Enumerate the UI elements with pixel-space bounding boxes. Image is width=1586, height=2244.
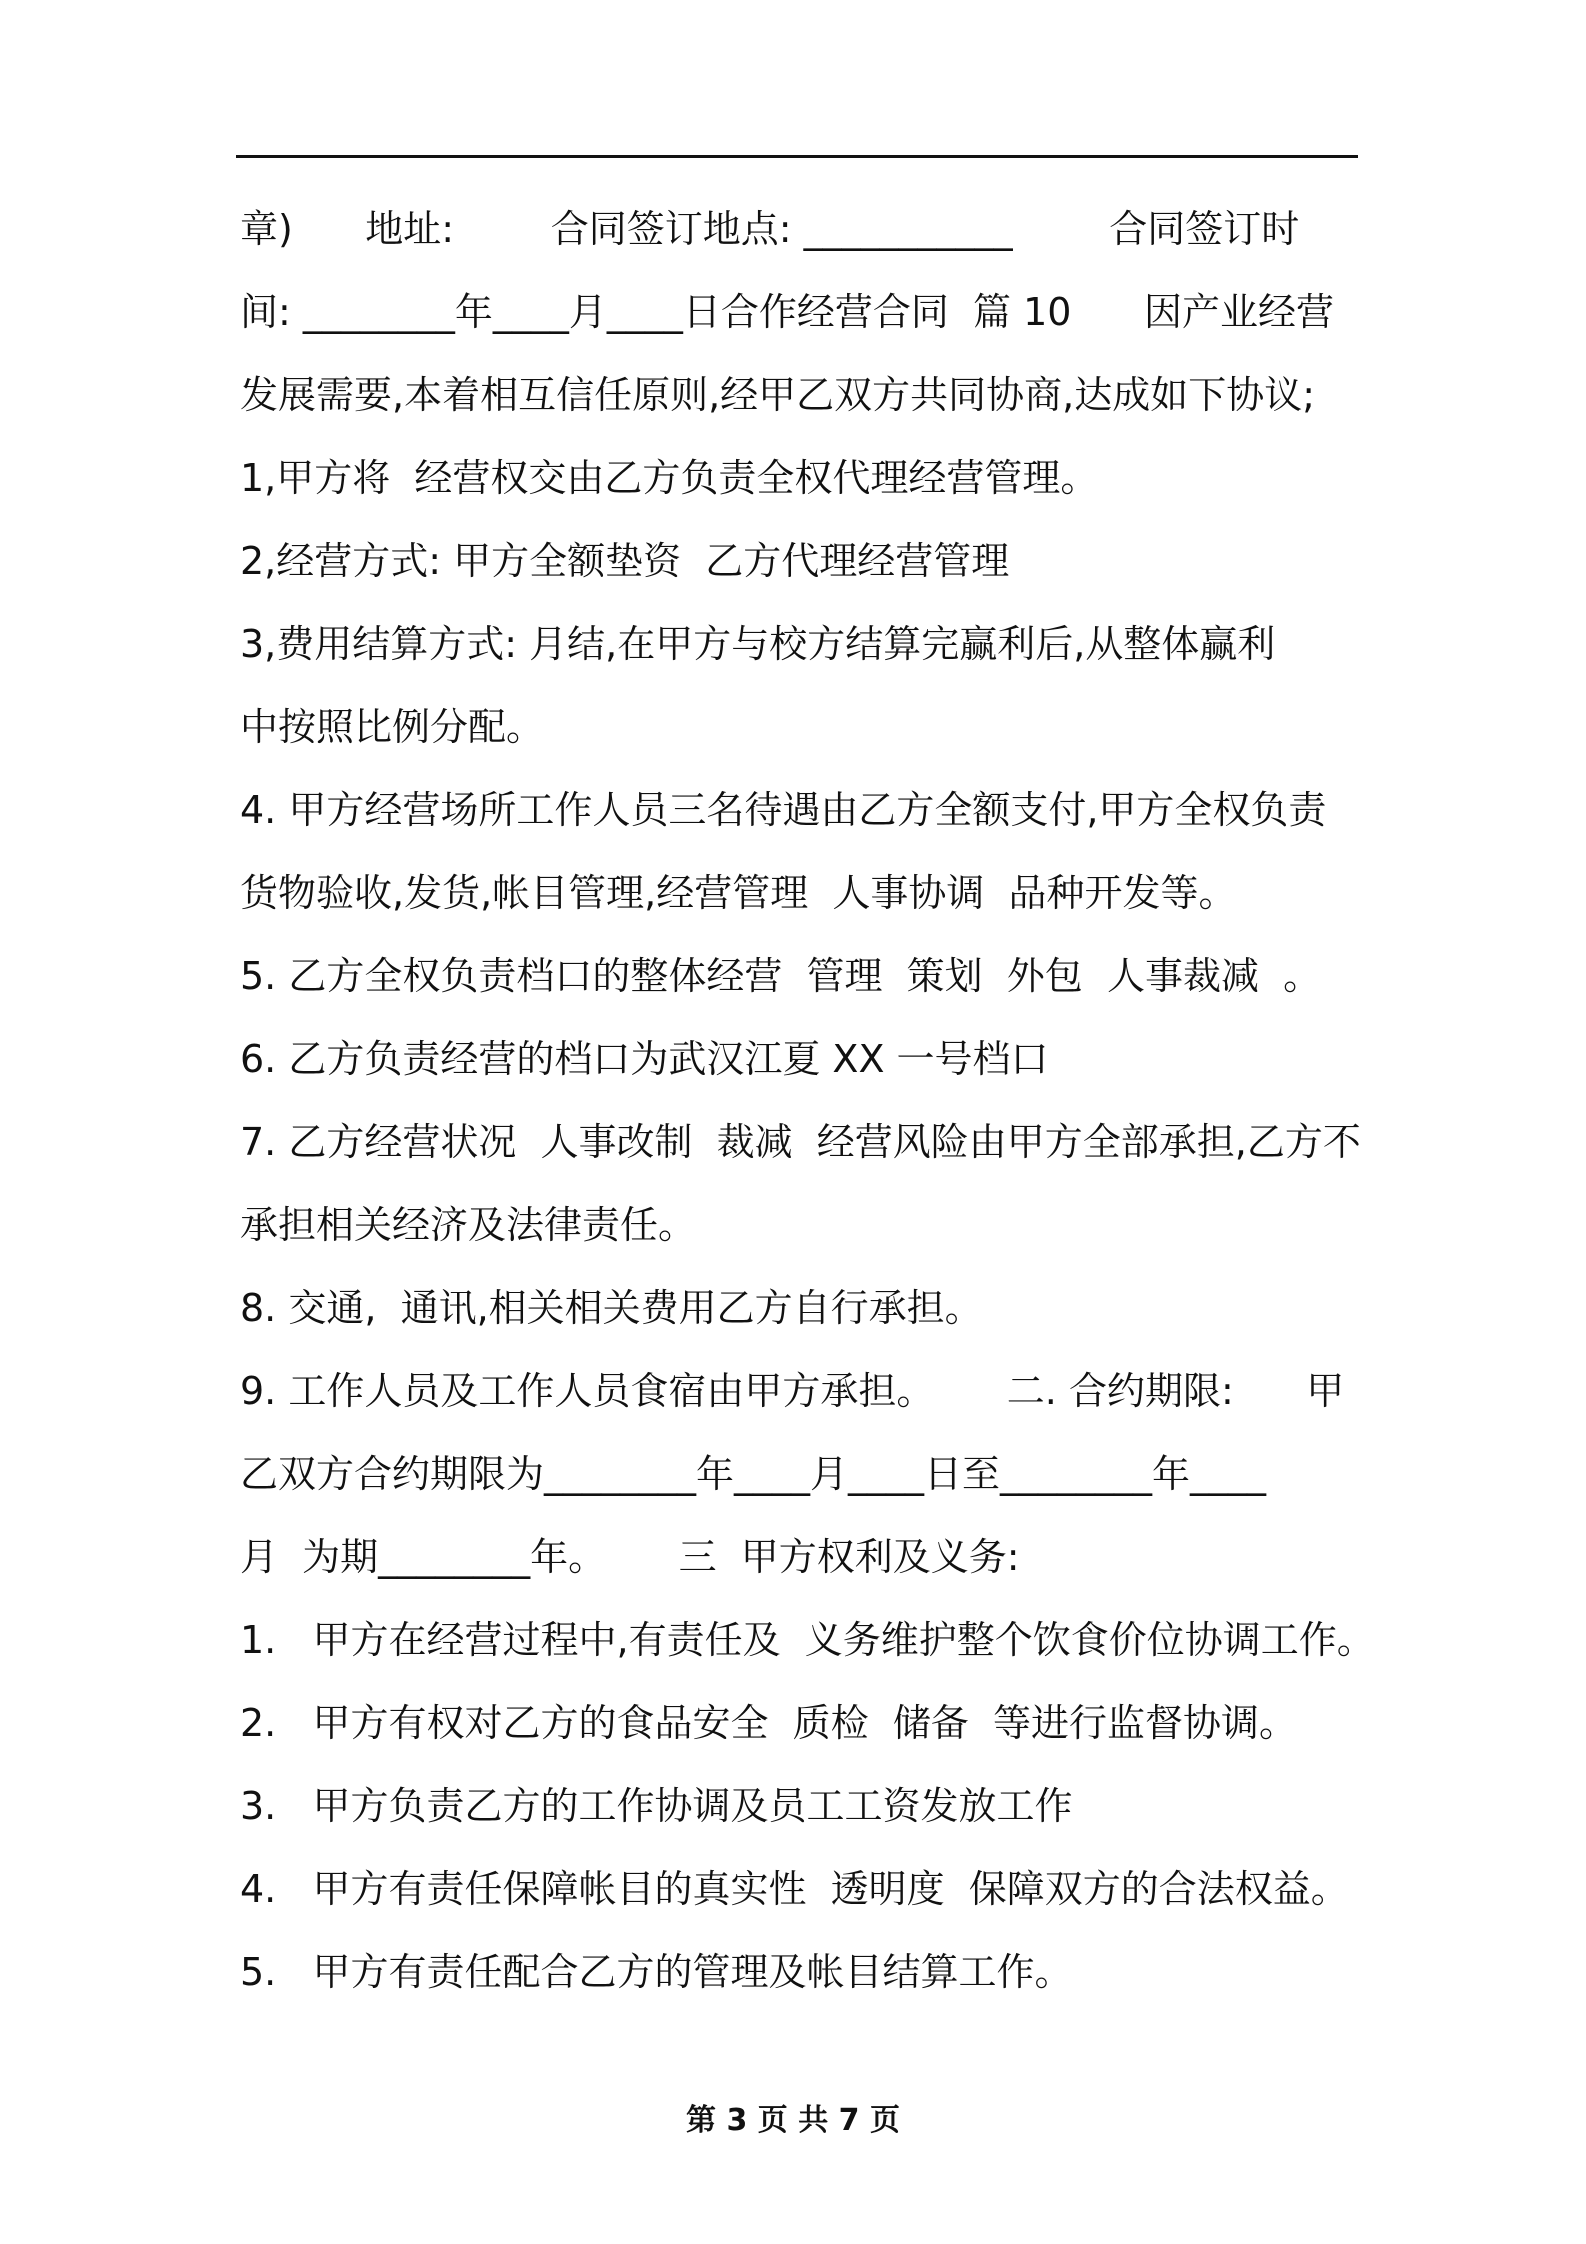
text-line-15: 9. 工作人员及工作人员食宿由甲方承担。 二. 合约期限: 甲 bbox=[240, 1369, 1345, 1413]
text-line-3: 发展需要,本着相互信任原则,经甲乙双方共同协商,达成如下协议; bbox=[240, 373, 1316, 417]
text-line-7: 中按照比例分配。 bbox=[240, 705, 545, 749]
text-line-13: 承担相关经济及法律责任。 bbox=[240, 1203, 697, 1247]
text-line-12: 7. 乙方经营状况 人事改制 裁减 经营风险由甲方全部承担,乙方不 bbox=[240, 1120, 1361, 1164]
text-line-14: 8. 交通, 通讯,相关相关费用乙方自行承担。 bbox=[240, 1286, 983, 1330]
text-line-18: 1. 甲方在经营过程中,有责任及 义务维护整个饮食价位协调工作。 bbox=[240, 1618, 1375, 1662]
text-line-5: 2,经营方式: 甲方全额垫资 乙方代理经营管理 bbox=[240, 539, 1010, 583]
text-line-22: 5. 甲方有责任配合乙方的管理及帐目结算工作。 bbox=[240, 1950, 1073, 1994]
page-number-footer: 第 3 页 共 7 页 bbox=[686, 2103, 900, 2138]
text-line-11: 6. 乙方负责经营的档口为武汉江夏 XX 一号档口 bbox=[240, 1037, 1049, 1081]
text-line-16: 乙双方合约期限为________年____月____日至________年____ bbox=[240, 1452, 1267, 1496]
text-line-6: 3,费用结算方式: 月结,在甲方与校方结算完赢利后,从整体赢利 bbox=[240, 622, 1276, 666]
text-line-8: 4. 甲方经营场所工作人员三名待遇由乙方全额支付,甲方全权负责 bbox=[240, 788, 1327, 832]
header-rule bbox=[236, 155, 1358, 158]
text-line-1: 章) 地址: 合同签订地点: ___________ 合同签订时 bbox=[240, 207, 1300, 251]
text-line-19: 2. 甲方有权对乙方的食品安全 质检 储备 等进行监督协调。 bbox=[240, 1701, 1297, 1745]
text-line-20: 3. 甲方负责乙方的工作协调及员工工资发放工作 bbox=[240, 1784, 1073, 1828]
text-line-9: 货物验收,发货,帐目管理,经营管理 人事协调 品种开发等。 bbox=[240, 871, 1237, 915]
text-line-4: 1,甲方将 经营权交由乙方负责全权代理经营管理。 bbox=[240, 456, 1099, 500]
text-line-2: 间: ________年____月____日合作经营合同 篇 10 因产业经营 bbox=[240, 290, 1334, 334]
text-line-21: 4. 甲方有责任保障帐目的真实性 透明度 保障双方的合法权益。 bbox=[240, 1867, 1349, 1911]
text-line-17: 月 为期________年。 三 甲方权利及义务: bbox=[240, 1535, 1020, 1579]
text-line-10: 5. 乙方全权负责档口的整体经营 管理 策划 外包 人事裁减 。 bbox=[240, 954, 1322, 998]
